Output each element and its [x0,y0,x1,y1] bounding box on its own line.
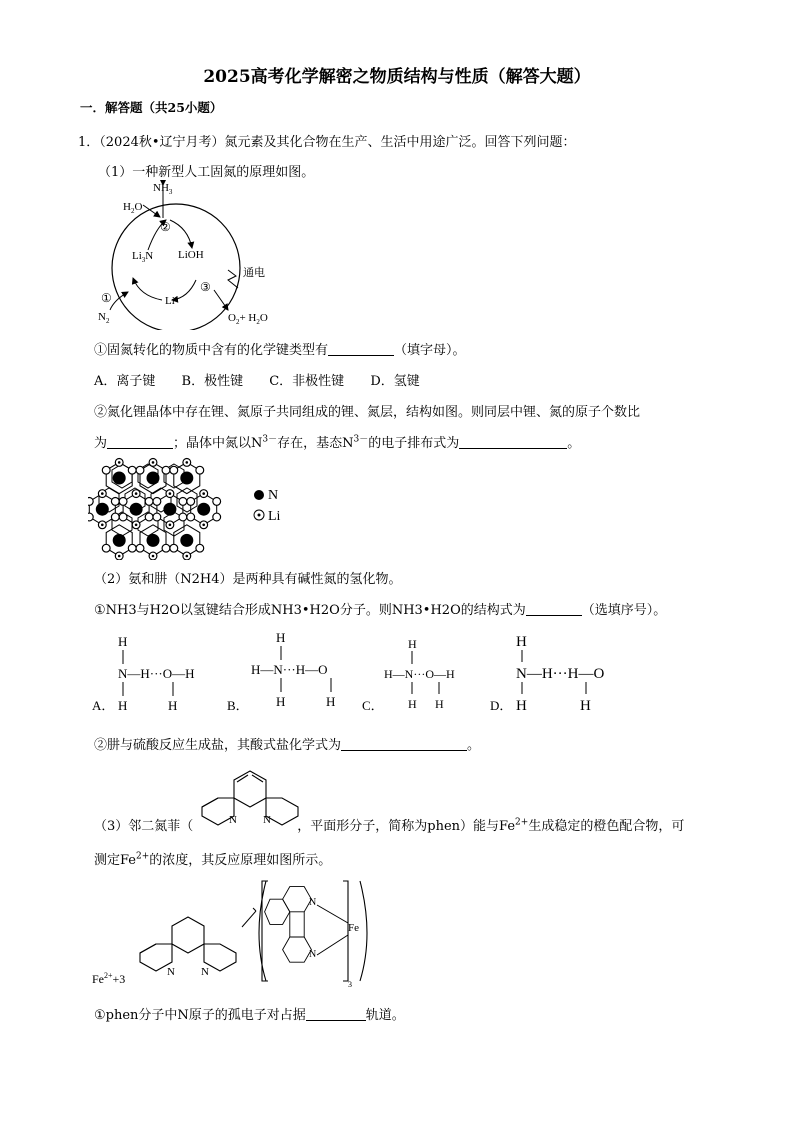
legend-n-marker [254,490,264,500]
svg-text:H: H [276,694,286,709]
label-li: Li [165,295,175,307]
sub-question-2-line1: ②氮化锂晶体中存在锂、氮原子共同组成的锂、氮层，结构如图。则同层中锂、氮的原子个数比 [94,405,641,420]
option-b: B．极性键 [181,374,244,389]
svg-text:Fe: Fe [348,922,359,934]
sub-question-2-line2: 为 ；晶体中氮以$N^{3-}$存在，基态$N^{3-}$的电子排布式为 。 [94,434,581,451]
option-c: C．非极性键 [269,374,345,389]
svg-text:N—H···O—H: N—H···O—H [118,666,195,681]
legend-li-label: Li [268,509,281,524]
svg-text:Fe2++3: $Fe^{2+}+3$ [92,971,126,986]
answer-blank-5[interactable] [341,737,467,751]
answer-blank-4[interactable] [526,602,582,616]
lithium-nitride-layer-diagram [88,452,288,560]
label-li3n: $Li_3N$ [132,250,154,264]
label-n2: $N_2$ [98,311,110,325]
svg-text:N—H···H—O: N—H···H—O [516,666,605,682]
step-1-marker: ① [101,291,112,305]
svg-text:H: H [118,634,128,649]
phenanthroline-structure-inline [196,765,306,831]
svg-text:H: H [516,634,527,650]
svg-text:N: N [167,966,175,978]
part-3-line1: （3）邻二氮菲（ ，平面形分子，简称为phen）能与$Fe^{2+}$生成稳定的橙色配合物，可 [94,817,685,834]
answer-blank-3[interactable] [459,435,567,449]
answer-blank-6[interactable] [306,1007,366,1021]
svg-text:H: H [435,697,444,711]
svg-text:H: H [168,698,178,713]
svg-text:H: H [326,694,336,709]
sub-question-1: ①固氮转化的物质中含有的化学键类型有 （填字母）。 [94,343,466,358]
options-row [94,370,420,389]
svg-text:H: H [516,698,527,714]
svg-text:3: 3 [348,980,352,989]
fe-phen-reaction-scheme [90,875,390,991]
option-a: A．离子键 [94,374,156,389]
label-o2-h2o: $O_2+ H_2O$ [228,312,268,326]
page-title: 2025高考化学解密之物质结构与性质（解答大题） [203,67,591,87]
option-d: D．氢键 [370,374,420,389]
sub-question-5: ①phen分子中N原子的孤电子对占据 轨道。 [94,1008,405,1023]
part-1-heading: （1）一种新型人工固氮的原理如图。 [98,165,315,180]
svg-text:H: H [580,698,591,714]
answer-blank-1[interactable] [328,342,394,356]
question-1-stem: 1．（2024秋•辽宁月考）氮元素及其化合物在生产、生活中用途广泛。回答下列问题： [78,135,576,150]
svg-text:H—N···O—H: H—N···O—H [384,667,455,681]
svg-text:N: N [263,814,271,826]
svg-text:N: N [309,949,317,960]
section-heading: 一．解答题（共25小题） [80,100,223,115]
svg-text:H: H [408,637,417,651]
svg-text:N: N [201,966,209,978]
struct-letter-a: A． [92,698,115,713]
struct-letter-b: B． [227,698,249,713]
sub-question-3: ①NH3与H2O以氢键结合形成NH3•H2O分子。则NH3•H2O的结构式为 （选填序号）。 [94,603,667,618]
label-h2o: $H_2O$ [123,201,143,215]
part-3-line2: 测定$Fe^{2+}$的浓度，其反应原理如图所示。 [94,851,332,868]
label-nh3: $NH_3$ [153,182,173,196]
sub-question-4: ②肼与硫酸反应生成盐，其酸式盐化学式为 。 [94,738,481,753]
svg-text:N: N [309,897,317,908]
answer-blank-2[interactable] [107,435,173,449]
svg-text:H—N···H—O: H—N···H—O [251,662,328,677]
struct-letter-d: D． [490,698,513,713]
svg-text:H: H [118,698,128,713]
svg-text:N: N [229,814,237,826]
label-lioh: LiOH [178,249,204,261]
step-2-marker: ② [160,220,171,234]
svg-text:H: H [276,630,286,645]
legend-n-label: N [268,488,279,503]
part-2-heading: （2）氨和肼（N2H4）是两种具有碱性氮的氢化物。 [94,572,402,587]
nitrogen-fixation-cycle-diagram [88,180,288,330]
step-3-marker: ③ [200,280,211,294]
nh3-h2o-structure-options [90,628,650,720]
svg-text:H: H [408,697,417,711]
label-power: 通电 [243,267,265,279]
struct-letter-c: C． [362,698,384,713]
